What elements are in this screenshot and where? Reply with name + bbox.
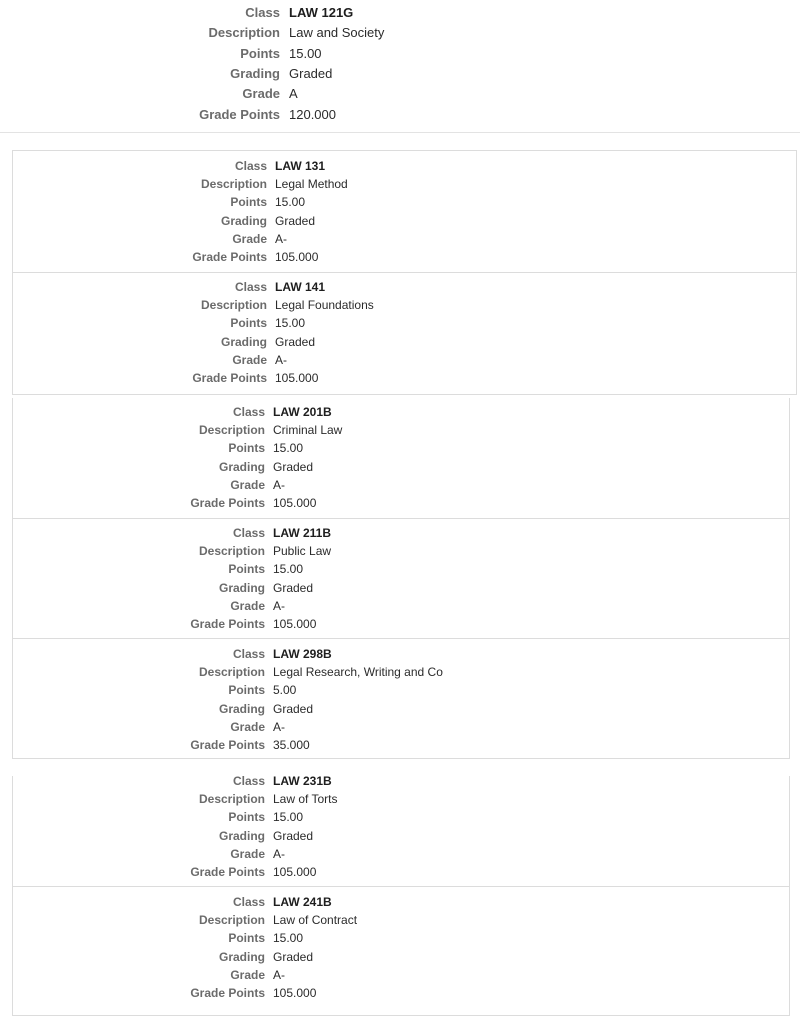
grading-label: Grading [218, 701, 265, 716]
grading-value: Graded [273, 459, 314, 474]
course-record [0, 893, 700, 1003]
class-value: LAW 231B [273, 774, 332, 788]
grade-row [0, 351, 700, 369]
grade-points-label: Grade Points [192, 250, 267, 264]
class-label: Class [234, 159, 267, 173]
class-value: LAW 141 [275, 280, 326, 294]
grade-label: Grade [232, 231, 267, 246]
points-label: Points [228, 562, 265, 577]
course-record [0, 157, 700, 267]
points-value: 15.00 [275, 316, 306, 331]
course-record [0, 772, 700, 882]
class-row [0, 645, 700, 663]
grading-value: Graded [275, 213, 316, 228]
points-value: 5.00 [273, 683, 297, 698]
class-row [0, 157, 700, 175]
class-label: Class [232, 526, 265, 540]
grading-value: Graded [273, 949, 314, 964]
grading-value: Graded [275, 334, 316, 349]
grade-label: Grade [230, 967, 265, 982]
description-row [0, 790, 700, 808]
grade-points-label: Grade Points [190, 865, 265, 879]
points-label: Points [228, 683, 265, 698]
grading-row [0, 212, 700, 230]
grading-label: Grading [218, 828, 265, 843]
class-value: LAW 201B [273, 405, 332, 419]
points-label: Points [228, 931, 265, 946]
description-label: Description [198, 544, 265, 559]
class-label: Class [234, 280, 267, 294]
points-label: Points [228, 441, 265, 456]
description-row [0, 663, 700, 681]
grade-points-value: 105.000 [275, 250, 319, 264]
grading-label: Grading [220, 334, 267, 349]
course-record [0, 524, 700, 634]
grade-points-value: 120.000 [289, 107, 336, 122]
description-value: Criminal Law [273, 423, 343, 438]
grade-points-label: Grade Points [190, 617, 265, 631]
grade-points-value: 105.000 [273, 865, 317, 879]
section-divider [0, 132, 800, 133]
grade-value: A- [273, 598, 285, 613]
description-row [0, 296, 700, 314]
grade-points-label: Grade Points [192, 371, 267, 385]
description-label: Description [198, 792, 265, 807]
grade-value: A- [273, 967, 285, 982]
description-row [0, 911, 700, 929]
grade-value: A [289, 86, 298, 101]
group-divider [12, 518, 790, 519]
grade-points-label: Grade Points [199, 107, 280, 122]
points-value: 15.00 [273, 931, 304, 946]
grade-points-value: 35.000 [273, 738, 310, 752]
grading-value: Graded [289, 66, 333, 81]
grading-row [0, 458, 700, 476]
points-row [0, 193, 700, 211]
group-divider [12, 638, 790, 639]
grade-label: Grade [230, 598, 265, 613]
class-label: Class [232, 647, 265, 661]
points-row [0, 929, 700, 947]
grading-row [0, 579, 700, 597]
grade-label: Grade [230, 719, 265, 734]
description-row [80, 23, 680, 43]
grading-row [80, 64, 680, 84]
grade-points-row [0, 615, 700, 633]
grade-value: A- [273, 719, 285, 734]
grade-points-value: 105.000 [273, 986, 317, 1000]
points-value: 15.00 [273, 562, 304, 577]
grade-row [80, 84, 680, 104]
description-label: Description [208, 25, 280, 40]
grade-points-label: Grade Points [190, 496, 265, 510]
course-record [0, 278, 700, 388]
grade-value: A- [273, 846, 285, 861]
grade-label: Grade [230, 846, 265, 861]
grade-points-row [0, 369, 700, 387]
points-label: Points [240, 46, 280, 61]
class-row [0, 772, 700, 790]
class-row [0, 893, 700, 911]
grade-points-label: Grade Points [190, 738, 265, 752]
points-label: Points [228, 810, 265, 825]
description-value: Law of Contract [273, 913, 358, 928]
description-row [0, 421, 700, 439]
grading-value: Graded [273, 828, 314, 843]
grade-points-row [0, 248, 700, 266]
course-record [80, 3, 680, 127]
points-label: Points [230, 195, 267, 210]
grade-points-row [80, 105, 680, 125]
grading-row [0, 827, 700, 845]
description-label: Description [198, 913, 265, 928]
group-divider [12, 886, 790, 887]
course-record [0, 403, 700, 513]
points-value: 15.00 [273, 810, 304, 825]
grade-points-label: Grade Points [190, 986, 265, 1000]
grading-row [0, 700, 700, 718]
class-value: LAW 241B [273, 895, 332, 909]
grading-label: Grading [218, 459, 265, 474]
class-value: LAW 298B [273, 647, 332, 661]
description-label: Description [200, 177, 267, 192]
grading-label: Grading [230, 66, 280, 81]
grade-row [0, 476, 700, 494]
grade-row [0, 597, 700, 615]
points-value: 15.00 [289, 46, 322, 61]
grade-row [0, 845, 700, 863]
points-row [0, 314, 700, 332]
grade-points-row [0, 494, 700, 512]
class-row [80, 3, 680, 23]
class-label: Class [232, 895, 265, 909]
description-row [0, 542, 700, 560]
description-value: Legal Foundations [275, 298, 374, 313]
grade-label: Grade [242, 86, 280, 101]
description-value: Law and Society [289, 25, 385, 40]
class-label: Class [232, 405, 265, 419]
description-label: Description [198, 665, 265, 680]
class-label: Class [232, 774, 265, 788]
grading-row [0, 333, 700, 351]
points-value: 15.00 [273, 441, 304, 456]
grading-row [0, 948, 700, 966]
class-row [0, 278, 700, 296]
points-label: Points [230, 316, 267, 331]
group-divider [12, 272, 797, 273]
description-value: Legal Method [275, 177, 348, 192]
grade-value: A- [275, 231, 287, 246]
grade-value: A- [273, 477, 285, 492]
class-row [0, 524, 700, 542]
description-value: Legal Research, Writing and Co [273, 665, 443, 680]
description-value: Law of Torts [273, 792, 338, 807]
course-record [0, 645, 700, 755]
grading-value: Graded [273, 701, 314, 716]
class-label: Class [245, 5, 280, 20]
class-value: LAW 131 [275, 159, 326, 173]
class-value: LAW 121G [289, 5, 354, 20]
grade-points-value: 105.000 [273, 496, 317, 510]
grade-row [0, 718, 700, 736]
grading-label: Grading [220, 213, 267, 228]
grade-label: Grade [232, 352, 267, 367]
description-value: Public Law [273, 544, 332, 559]
grade-points-row [0, 736, 700, 754]
grading-value: Graded [273, 580, 314, 595]
grade-points-row [0, 863, 700, 881]
points-value: 15.00 [275, 195, 306, 210]
points-row [0, 808, 700, 826]
points-row [0, 681, 700, 699]
points-row [80, 44, 680, 64]
description-row [0, 175, 700, 193]
grade-row [0, 966, 700, 984]
points-row [0, 560, 700, 578]
description-label: Description [198, 423, 265, 438]
grade-row [0, 230, 700, 248]
points-row [0, 439, 700, 457]
grade-value: A- [275, 352, 287, 367]
grading-label: Grading [218, 580, 265, 595]
grading-label: Grading [218, 949, 265, 964]
grade-points-value: 105.000 [273, 617, 317, 631]
class-row [0, 403, 700, 421]
grade-points-row [0, 984, 700, 1002]
grade-label: Grade [230, 477, 265, 492]
class-value: LAW 211B [273, 526, 332, 540]
grade-points-value: 105.000 [275, 371, 319, 385]
description-label: Description [200, 298, 267, 313]
